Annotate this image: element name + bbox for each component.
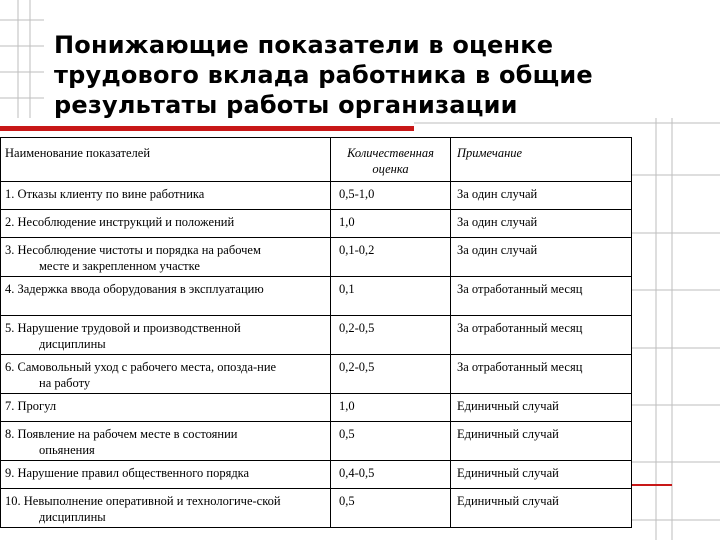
side-accent-line: [632, 484, 672, 486]
row-note: За один случай: [451, 210, 632, 238]
title-line-2: трудового вклада работника в общие: [54, 61, 593, 89]
table-row: [1, 422, 632, 461]
row-score: 0,4-0,5: [331, 461, 451, 489]
row-score: 0,1-0,2: [331, 238, 451, 277]
header-note: Примечание: [451, 138, 632, 182]
row-name-cell: [1, 489, 331, 528]
row-name: 6. Самовольный уход с рабочего места, опозда-ние: [5, 360, 277, 374]
row-score: 0,1: [331, 277, 451, 316]
row-name-cell: [1, 210, 331, 238]
row-name: 10. Невыполнение оперативной и технологиче-ской: [5, 494, 281, 508]
row-name: 3. Несоблюдение чистоты и порядка на рабочем: [5, 243, 261, 257]
slide-title: [54, 30, 614, 120]
indicators-table: [0, 137, 632, 528]
row-score: 0,2-0,5: [331, 316, 451, 355]
title-line-1: Понижающие показатели в оценке: [54, 31, 554, 59]
table-row: [1, 489, 632, 528]
row-score: 1,0: [331, 210, 451, 238]
row-name: 1. Отказы клиенту по вине работника: [5, 187, 205, 201]
row-name: 9. Нарушение правил общественного порядка: [5, 466, 250, 480]
row-score: 0,5: [331, 489, 451, 528]
table-row: [1, 461, 632, 489]
row-score: 0,5-1,0: [331, 182, 451, 210]
row-note: За один случай: [451, 182, 632, 210]
header-name: Наименование показателей: [1, 138, 331, 182]
row-name: 8. Появление на рабочем месте в состоянии: [5, 427, 238, 441]
row-name-cell: [1, 316, 331, 355]
row-name-cell: [1, 238, 331, 277]
row-name: 7. Прогул: [5, 399, 57, 413]
row-name-cell: [1, 422, 331, 461]
row-name-continued: опьянения: [39, 443, 95, 457]
row-note: Единичный случай: [451, 422, 632, 461]
row-note: Единичный случай: [451, 394, 632, 422]
table-row: [1, 277, 632, 316]
row-note: За отработанный месяц: [451, 277, 632, 316]
row-name: 2. Несоблюдение инструкций и положений: [5, 215, 235, 229]
row-name-cell: [1, 394, 331, 422]
table-row: [1, 210, 632, 238]
row-name-cell: [1, 277, 331, 316]
table-row: [1, 238, 632, 277]
table-row: [1, 316, 632, 355]
row-name-continued: на работу: [39, 376, 91, 390]
row-name: 5. Нарушение трудовой и производственной: [5, 321, 241, 335]
row-name-continued: дисциплины: [39, 510, 106, 524]
row-name-cell: [1, 355, 331, 394]
row-note: За один случай: [451, 238, 632, 277]
row-score: 0,5: [331, 422, 451, 461]
title-line-3: результаты работы организации: [54, 91, 518, 119]
row-score: 1,0: [331, 394, 451, 422]
row-name-cell: [1, 182, 331, 210]
table-row: [1, 394, 632, 422]
row-note: За отработанный месяц: [451, 355, 632, 394]
row-note: Единичный случай: [451, 489, 632, 528]
title-underline: [0, 126, 414, 131]
row-name-continued: дисциплины: [39, 337, 106, 351]
row-name-cell: [1, 461, 331, 489]
table-row: [1, 182, 632, 210]
row-note: Единичный случай: [451, 461, 632, 489]
table-row: [1, 355, 632, 394]
row-name-continued: месте и закрепленном участке: [39, 259, 200, 273]
header-score: Количественная оценка: [331, 138, 451, 182]
table-header-row: [1, 138, 632, 182]
row-note: За отработанный месяц: [451, 316, 632, 355]
row-name: 4. Задержка ввода оборудования в эксплуатацию: [5, 282, 264, 296]
row-score: 0,2-0,5: [331, 355, 451, 394]
